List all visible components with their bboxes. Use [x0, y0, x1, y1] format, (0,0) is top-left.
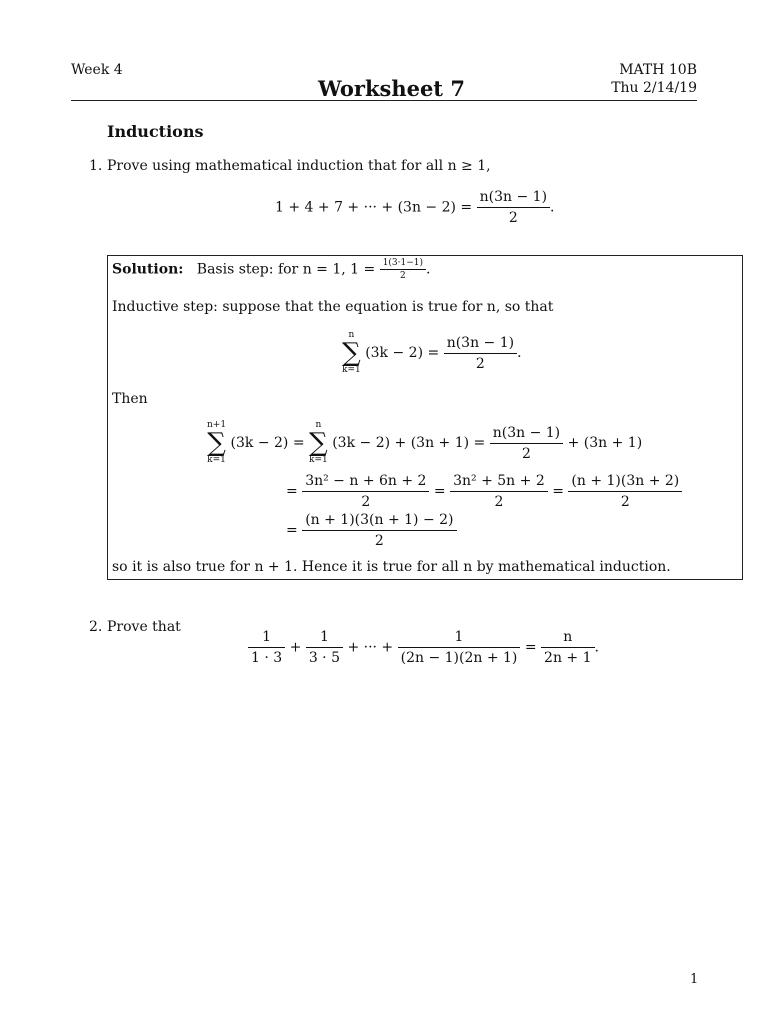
hypothesis-lhs: (3k − 2) = [365, 345, 440, 361]
sum-upper-limit: n [348, 330, 355, 340]
conclusion-text: so it is also true for n + 1. Hence it is true for all n by mathematical induction. [112, 559, 671, 575]
inductive-step-text: Inductive step: suppose that the equation is true for n, so that [112, 299, 554, 315]
sum-lower-limit: k=1 [309, 455, 328, 465]
line-2-denominator-2: 2 [494, 494, 504, 510]
equation-lhs: 1 + 4 + 7 + ··· + (3n − 2) = [275, 199, 473, 216]
term-2-fraction [306, 628, 343, 667]
equation-period: . [550, 199, 555, 216]
line-2-numerator-1: 3n² − n + 6n + 2 [302, 472, 429, 492]
hypothesis-fraction [444, 334, 517, 373]
line-3-numerator: (n + 1)(3(n + 1) − 2) [302, 511, 456, 531]
problem-2-statement: Prove that [107, 619, 181, 635]
hypothesis-denominator: 2 [475, 355, 485, 372]
induction-hypothesis: n ∑ k=1 (3k − 2) = $\frac{n(3n - 1)}{2}$ . [342, 330, 522, 375]
line-3-fraction [302, 511, 456, 550]
term-1-fraction [248, 628, 285, 667]
fraction-numerator: n(3n − 1) [477, 188, 550, 208]
term-1-denominator: 1 · 3 [251, 650, 283, 666]
line-3-denominator: 2 [374, 533, 384, 549]
equation-fraction [477, 188, 550, 227]
line-2-denominator-3: 2 [620, 494, 630, 510]
general-term-numerator: 1 [398, 628, 521, 648]
general-term-denominator: (2n − 1)(2n + 1) [400, 650, 518, 666]
term-1-numerator: 1 [248, 628, 285, 648]
equals-sign: = [524, 639, 537, 656]
summation-symbol: n+1 ∑ k=1 [207, 420, 227, 465]
summation-symbol: n ∑ k=1 [309, 420, 328, 465]
general-term-fraction [398, 628, 521, 667]
week-label: Week 4 [71, 62, 123, 78]
basis-step: Solution: Basis step: for n = 1, 1 = $\frac{1(3\cdot 1-1)}{2}$ . [112, 258, 431, 281]
rhs-numerator: n [541, 628, 594, 648]
basis-fraction [380, 258, 426, 281]
line-1-lhs: (3k − 2) = [230, 435, 305, 451]
date-label: Thu 2/14/19 [611, 80, 697, 96]
ellipsis-terms: + ··· + [347, 639, 394, 656]
derivation-line-1 [207, 420, 642, 466]
then-label: Then [112, 391, 148, 407]
rhs-fraction [541, 628, 594, 667]
problem-2-equation [248, 628, 599, 667]
derivation-line-3 [286, 511, 457, 550]
equals-sign: = [552, 483, 564, 500]
course-label: MATH 10B [619, 62, 697, 78]
problem-2-number: 2. [89, 619, 103, 635]
page-number: 1 [690, 972, 699, 987]
hypothesis-numerator: n(3n − 1) [444, 334, 517, 354]
basis-numerator: 1(3·1−1) [380, 258, 426, 270]
basis-text: Basis step: for n = 1, 1 = [196, 261, 376, 278]
sum-lower-limit: k=1 [207, 455, 226, 465]
sum-upper-limit: n [315, 420, 322, 430]
fraction-denominator: 2 [508, 210, 518, 226]
section-title: Inductions [107, 122, 204, 141]
problem-1-number: 1. [89, 158, 103, 174]
line-2-fraction-1 [302, 472, 429, 511]
rhs-denominator: 2n + 1 [544, 650, 592, 666]
page-title: Worksheet 7 [318, 76, 465, 101]
line-2-fraction-3 [568, 472, 682, 511]
basis-denominator: 2 [399, 271, 406, 281]
plus-sign: + [289, 639, 302, 656]
line-1-middle: (3k − 2) + (3n + 1) = [332, 435, 486, 451]
term-2-denominator: 3 · 5 [308, 650, 340, 666]
equals-sign: = [286, 483, 298, 500]
line-2-fraction-2 [450, 472, 548, 511]
problem-1-statement: Prove using mathematical induction that for all n ≥ 1, [107, 158, 491, 174]
sum-lower-limit: k=1 [342, 365, 361, 375]
equals-sign: = [433, 483, 446, 500]
derivation-line-2 [286, 472, 682, 511]
line-2-numerator-3: (n + 1)(3n + 2) [568, 472, 682, 492]
line-2-numerator-2: 3n² + 5n + 2 [450, 472, 548, 492]
summation-symbol: n ∑ k=1 [342, 330, 361, 375]
equation-period: . [594, 639, 599, 656]
header-rule [71, 100, 697, 101]
problem-1-equation [275, 188, 554, 227]
line-2-denominator-1: 2 [361, 494, 371, 510]
line-1-fraction [490, 424, 563, 463]
equals-sign: = [286, 522, 298, 539]
solution-label: Solution: [112, 261, 184, 278]
line-1-end: + (3n + 1) [567, 435, 643, 451]
line-1-numerator: n(3n − 1) [490, 424, 563, 444]
line-1-denominator: 2 [521, 445, 531, 462]
sum-upper-limit: n+1 [207, 420, 227, 430]
term-2-numerator: 1 [306, 628, 343, 648]
